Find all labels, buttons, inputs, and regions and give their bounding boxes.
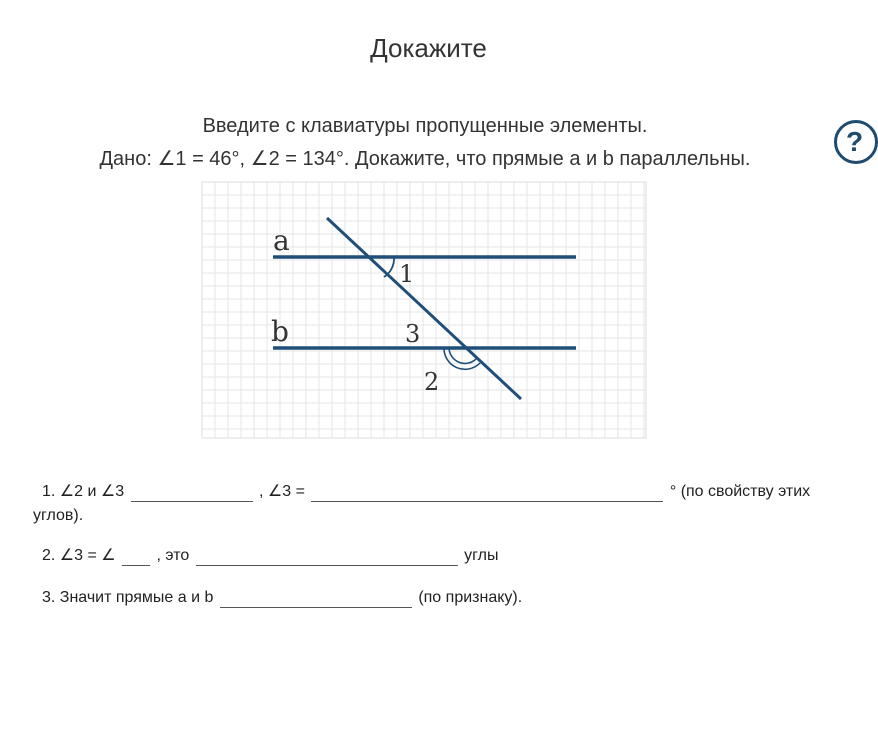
task-item-2: [42, 544, 499, 568]
help-button[interactable]: [834, 120, 878, 164]
angle-2-label: 2: [424, 368, 440, 396]
geometry-figure: [200, 180, 648, 440]
question-mark-icon: ?: [846, 126, 864, 157]
angle-3-label: 3: [405, 320, 421, 348]
task-1-mid: , ∠3 =: [259, 483, 305, 500]
angle-1-label: 1: [399, 260, 415, 288]
task-3-suffix: (по признаку).: [418, 589, 523, 606]
parallel-lines-diagram: [200, 180, 648, 440]
angle-relation-input[interactable]: [131, 483, 253, 502]
instruction-line-1: Введите с клавиатуры пропущенные элементы.: [202, 115, 648, 137]
task-2-mid: , это: [156, 547, 190, 564]
task-1-suffix: ° (по свойству этих: [669, 483, 811, 500]
angle-3-value-input[interactable]: [311, 483, 663, 502]
task-item-3: [42, 586, 522, 610]
angle-type-input[interactable]: [196, 547, 458, 566]
angle-number-input[interactable]: [122, 547, 150, 566]
line-b-label: b: [271, 315, 289, 348]
task-3-prefix: 3. Значит прямые a и b: [42, 589, 214, 606]
task-item-1: [42, 480, 842, 504]
page-title: Докажите: [370, 33, 487, 63]
instruction-given: Дано: ∠1 = 46°, ∠2 = 134°. Докажите, что прямые a и b параллельны.: [99, 148, 751, 170]
line-a-label: a: [273, 224, 290, 257]
conclusion-input[interactable]: [220, 589, 412, 608]
task-1-continuation: углов).: [33, 507, 84, 524]
task-1-prefix: 1. ∠2 и ∠3: [42, 483, 125, 500]
task-2-prefix: 2. ∠3 = ∠: [42, 547, 116, 564]
task-2-suffix: углы: [464, 547, 499, 564]
